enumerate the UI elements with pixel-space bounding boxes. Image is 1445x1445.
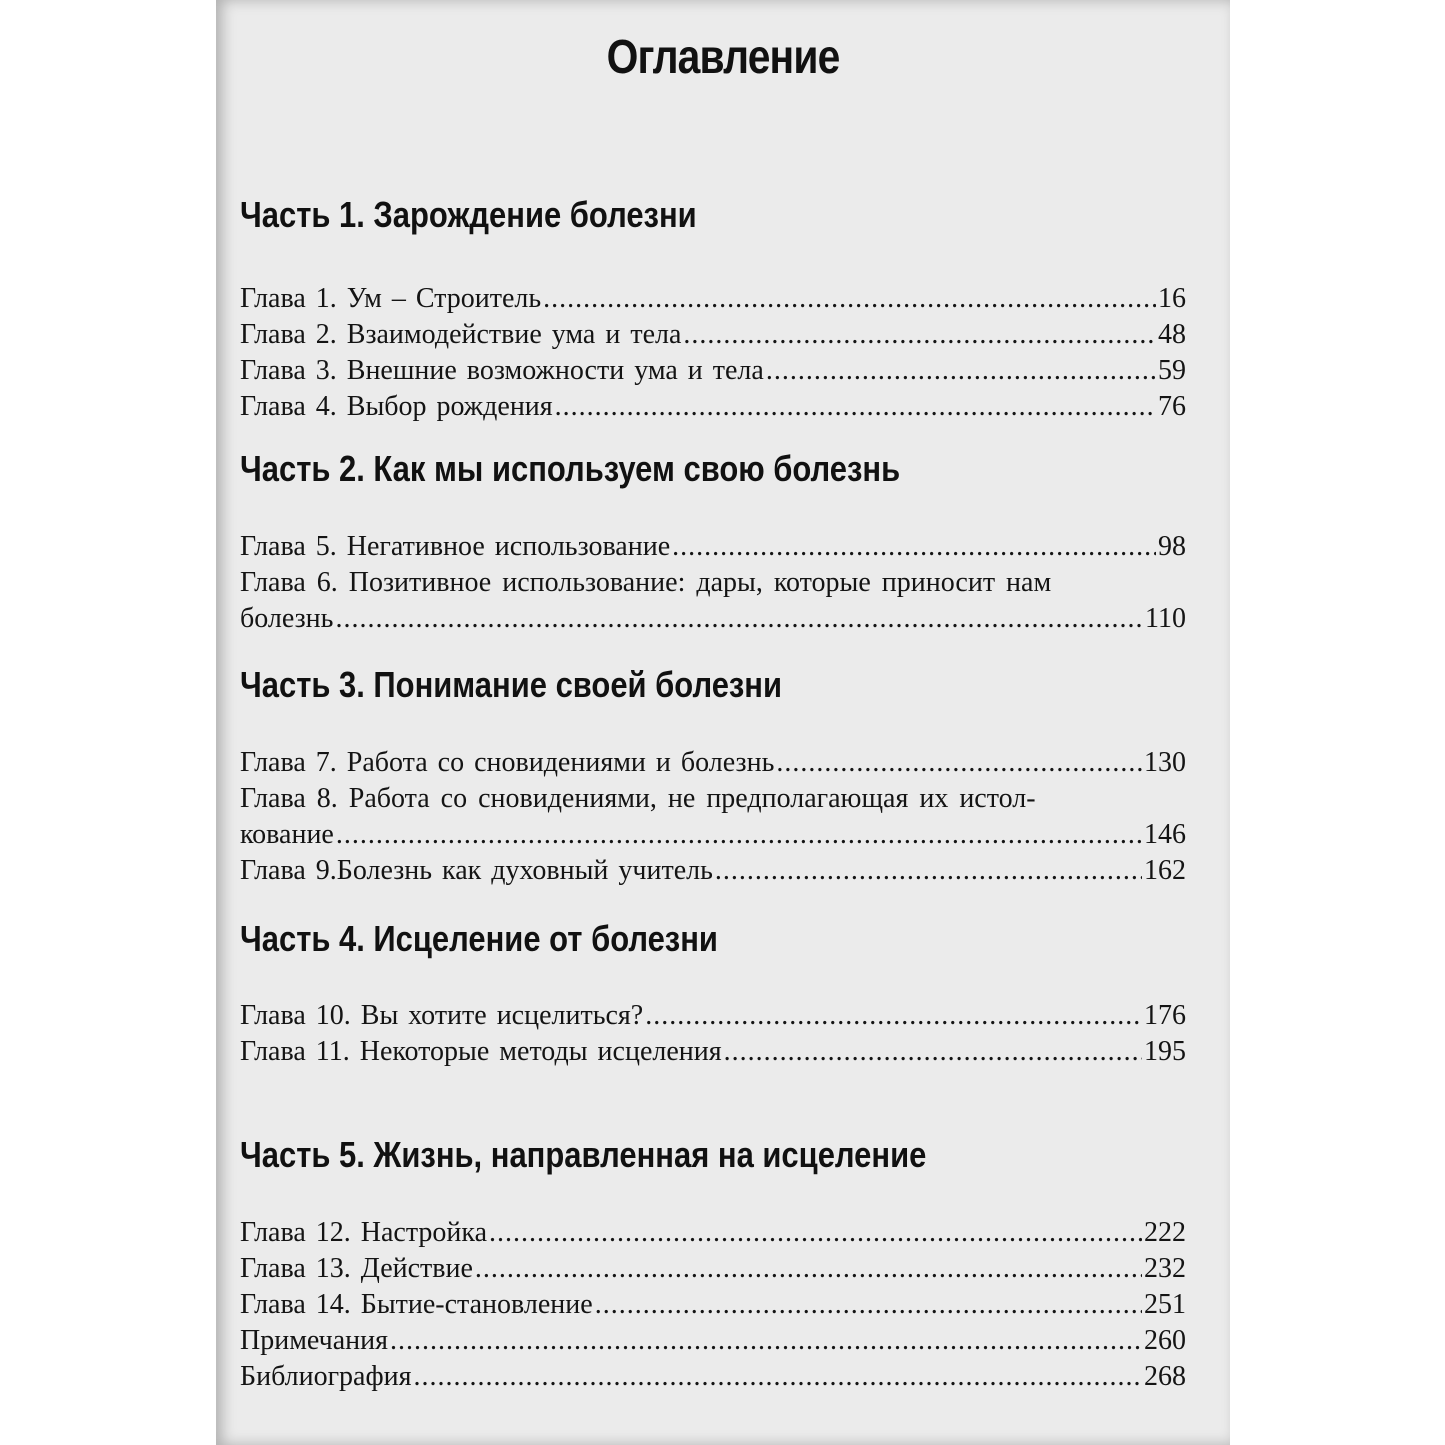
toc-entry-page: 110 bbox=[1145, 603, 1186, 634]
toc-entry-chapter-3 bbox=[240, 353, 1186, 389]
toc-entry-page: 59 bbox=[1158, 355, 1186, 386]
dot-leader bbox=[390, 1323, 1142, 1359]
dot-leader bbox=[724, 1034, 1142, 1070]
toc-entry-chapter-8-line1: Глава 8. Работа со сновидениями, не предполагающая их истол- bbox=[240, 783, 1036, 814]
dot-leader bbox=[489, 1215, 1142, 1251]
toc-entry-page: 98 bbox=[1158, 531, 1186, 562]
toc-entry-page: 251 bbox=[1144, 1289, 1186, 1320]
toc-entry-page: 76 bbox=[1158, 391, 1186, 422]
dot-leader bbox=[683, 317, 1156, 353]
toc-entry-page: 176 bbox=[1144, 1000, 1186, 1031]
dot-leader bbox=[766, 353, 1156, 389]
toc-entry-chapter-9 bbox=[240, 853, 1186, 889]
toc-entry-chapter-1 bbox=[240, 281, 1186, 317]
part-5-heading: Часть 5. Жизнь, направленная на исцеление bbox=[240, 1134, 927, 1175]
toc-entry-bibliography bbox=[240, 1359, 1186, 1395]
toc-entry-chapter-7 bbox=[240, 745, 1186, 781]
toc-entry-page: 130 bbox=[1144, 747, 1186, 778]
part-1-heading: Часть 1. Зарождение болезни bbox=[240, 194, 697, 235]
toc-entry-page: 146 bbox=[1144, 819, 1186, 850]
toc-entry-label: Глава 11. Некоторые методы исцеления bbox=[240, 1036, 722, 1067]
dot-leader bbox=[715, 853, 1142, 889]
toc-entry-page: 260 bbox=[1144, 1325, 1186, 1356]
toc-entry-label: Глава 9.Болезнь как духовный учитель bbox=[240, 855, 713, 886]
toc-entry-label: Глава 5. Негативное использование bbox=[240, 531, 671, 562]
dot-leader bbox=[672, 529, 1156, 565]
toc-entry-chapter-11 bbox=[240, 1034, 1186, 1070]
toc-entry-page: 222 bbox=[1144, 1217, 1186, 1248]
toc-entry-label: Глава 13. Действие bbox=[240, 1253, 473, 1284]
dot-leader bbox=[475, 1251, 1142, 1287]
part-2-heading: Часть 2. Как мы используем свою болезнь bbox=[240, 448, 901, 489]
toc-entry-chapter-6-line1: Глава 6. Позитивное использование: дары, которые приносит нам bbox=[240, 567, 1052, 598]
toc-entry-label: Глава 1. Ум – Строитель bbox=[240, 283, 542, 314]
dot-leader bbox=[595, 1287, 1142, 1323]
part-4-heading: Часть 4. Исцеление от болезни bbox=[240, 918, 718, 959]
toc-entry-chapter-6 bbox=[240, 601, 1186, 637]
dot-leader bbox=[776, 745, 1142, 781]
toc-entry-label: Глава 14. Бытие-становление bbox=[240, 1289, 593, 1320]
dot-leader bbox=[555, 389, 1156, 425]
toc-entry-chapter-14 bbox=[240, 1287, 1186, 1323]
toc-entry-label: Глава 3. Внешние возможности ума и тела bbox=[240, 355, 764, 386]
toc-entry-page: 16 bbox=[1158, 283, 1186, 314]
toc-entry-label: болезнь bbox=[240, 603, 334, 634]
book-page bbox=[216, 0, 1230, 1445]
toc-entry-chapter-2 bbox=[240, 317, 1186, 353]
toc-entry-label: Глава 7. Работа со сновидениями и болезнь bbox=[240, 747, 775, 778]
toc-entry-label: Глава 12. Настройка bbox=[240, 1217, 488, 1248]
dot-leader bbox=[645, 998, 1142, 1034]
toc-entry-chapter-13 bbox=[240, 1251, 1186, 1287]
toc-entry-page: 162 bbox=[1144, 855, 1186, 886]
dot-leader bbox=[336, 817, 1142, 853]
toc-entry-chapter-12 bbox=[240, 1215, 1186, 1251]
toc-entry-page: 195 bbox=[1144, 1036, 1186, 1067]
toc-entry-label: Примечания bbox=[240, 1325, 389, 1356]
toc-entry-chapter-8 bbox=[240, 817, 1186, 853]
part-3-heading: Часть 3. Понимание своей болезни bbox=[240, 664, 783, 705]
dot-leader bbox=[543, 281, 1156, 317]
toc-entry-page: 232 bbox=[1144, 1253, 1186, 1284]
toc-entry-label: Глава 10. Вы хотите исцелиться? bbox=[240, 1000, 644, 1031]
toc-entry-chapter-4 bbox=[240, 389, 1186, 425]
toc-entry-page: 48 bbox=[1158, 319, 1186, 350]
dot-leader bbox=[414, 1359, 1143, 1395]
toc-entry-label: Библиография bbox=[240, 1361, 412, 1392]
toc-entry-label: кование bbox=[240, 819, 334, 850]
page-title: Оглавление bbox=[606, 31, 840, 84]
toc-entry-label: Глава 2. Взаимодействие ума и тела bbox=[240, 319, 682, 350]
dot-leader bbox=[335, 601, 1143, 637]
toc-entry-label: Глава 4. Выбор рождения bbox=[240, 391, 553, 422]
toc-entry-chapter-10 bbox=[240, 998, 1186, 1034]
toc-entry-chapter-5 bbox=[240, 529, 1186, 565]
toc-entry-page: 268 bbox=[1144, 1361, 1186, 1392]
toc-entry-notes bbox=[240, 1323, 1186, 1359]
